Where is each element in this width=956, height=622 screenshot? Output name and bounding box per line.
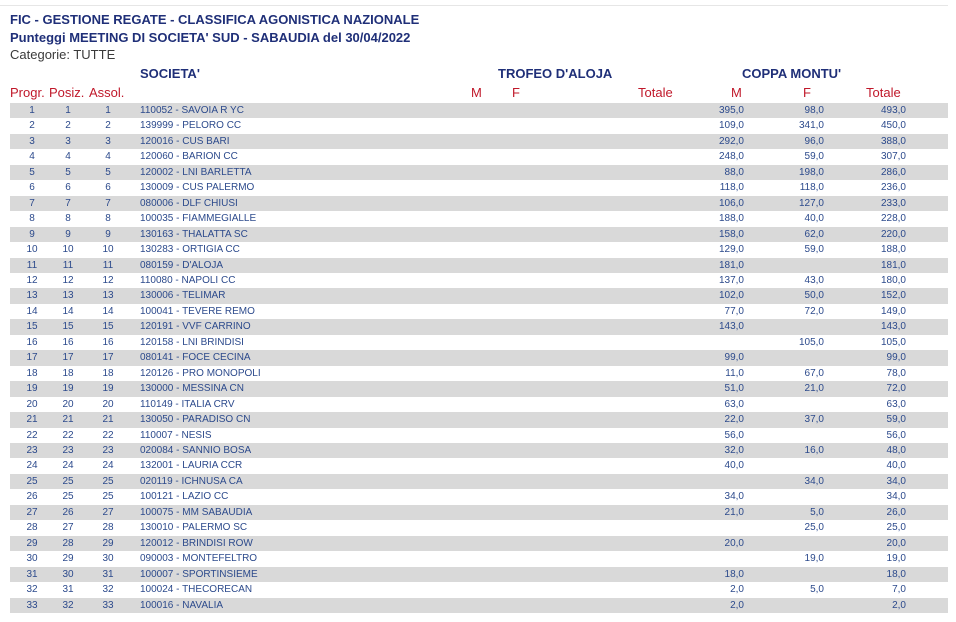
table-row [10,335,948,350]
cell-coppa-m: 106,0 [718,197,744,209]
col-header-coppa-m: M [731,85,742,100]
cell-societa: 100075 - MM SABAUDIA [140,506,253,518]
cell-coppa-m: 51,0 [724,383,744,395]
cell-posiz: 18 [62,367,74,379]
cell-posiz: 7 [65,197,71,209]
cell-societa: 110149 - ITALIA CRV [140,398,235,410]
cell-coppa-totale: 233,0 [880,197,906,209]
cell-assol: 5 [105,166,111,178]
cell-societa: 130050 - PARADISO CN [140,414,251,426]
cell-coppa-f: 62,0 [804,228,824,240]
cell-assol: 22 [102,429,114,441]
cell-societa: 120126 - PRO MONOPOLI [140,367,261,379]
table-row [10,196,948,211]
cell-progr: 20 [26,398,38,410]
cell-coppa-f: 59,0 [804,244,824,256]
cell-posiz: 30 [62,568,74,580]
cell-progr: 18 [26,367,38,379]
cell-progr: 17 [26,352,38,364]
cell-assol: 12 [102,274,114,286]
cell-progr: 5 [29,166,35,178]
cell-societa: 100007 - SPORTINSIEME [140,568,258,580]
cell-societa: 130163 - THALATTA SC [140,228,248,240]
cell-posiz: 27 [62,522,74,534]
table-row [10,551,948,566]
cell-coppa-totale: 307,0 [880,151,906,163]
cell-posiz: 5 [65,166,71,178]
cell-coppa-m: 77,0 [724,305,744,317]
cell-coppa-totale: 152,0 [880,290,906,302]
cell-coppa-totale: 2,0 [892,599,906,611]
cell-societa: 080141 - FOCE CECINA [140,352,251,364]
table-row [10,428,948,443]
table-row [10,536,948,551]
cell-coppa-m: 395,0 [718,105,744,116]
cell-coppa-m: 56,0 [724,429,744,441]
report-title: FIC - GESTIONE REGATE - CLASSIFICA AGONISTICA NAZIONALE [10,12,420,27]
cell-posiz: 28 [62,537,74,549]
cell-progr: 6 [29,182,35,194]
cell-coppa-m: 34,0 [724,491,744,503]
cell-assol: 29 [102,537,114,549]
col-header-trofeo-m: M [471,85,482,100]
cell-coppa-f: 37,0 [804,414,824,426]
cell-assol: 15 [102,321,114,333]
table-row [10,165,948,180]
table-row [10,227,948,242]
cell-posiz: 25 [62,491,74,503]
cell-coppa-totale: 48,0 [886,444,906,456]
cell-posiz: 16 [62,336,74,348]
cell-coppa-m: 2,0 [730,599,744,611]
cell-coppa-totale: 180,0 [880,274,906,286]
cell-societa: 110080 - NAPOLI CC [140,274,236,286]
cell-progr: 15 [26,321,38,333]
cell-coppa-m: 99,0 [724,352,744,364]
cell-progr: 30 [26,553,38,565]
cell-societa: 130283 - ORTIGIA CC [140,244,240,256]
cell-coppa-totale: 40,0 [886,460,906,472]
table-row [10,273,948,288]
cell-posiz: 20 [62,398,74,410]
cell-coppa-totale: 493,0 [880,105,906,116]
cell-societa: 120012 - BRINDISI ROW [140,537,253,549]
cell-progr: 9 [29,228,35,240]
cell-progr: 3 [29,135,35,147]
cell-societa: 110007 - NESIS [140,429,212,441]
table-row [10,443,948,458]
category-filter: Categorie: TUTTE [10,47,116,62]
cell-coppa-m: 2,0 [730,584,744,596]
cell-progr: 2 [29,120,35,132]
cell-societa: 130000 - MESSINA CN [140,383,244,395]
cell-coppa-totale: 188,0 [880,244,906,256]
cell-progr: 1 [29,105,35,116]
cell-coppa-m: 63,0 [724,398,744,410]
cell-posiz: 11 [62,259,74,271]
cell-coppa-f: 198,0 [798,166,824,178]
table-row [10,458,948,473]
cell-coppa-f: 59,0 [804,151,824,163]
cell-assol: 2 [105,120,111,132]
cell-progr: 16 [26,336,38,348]
cell-posiz: 6 [65,182,71,194]
cell-societa: 100121 - LAZIO CC [140,491,229,503]
cell-assol: 13 [102,290,114,302]
cell-coppa-m: 22,0 [724,414,744,426]
cell-progr: 4 [29,151,35,163]
cell-assol: 8 [105,213,111,225]
cell-progr: 8 [29,213,35,225]
group-header-societa: SOCIETA' [140,66,200,81]
cell-coppa-totale: 388,0 [880,135,906,147]
cell-societa: 020119 - ICHNUSA CA [140,475,243,487]
cell-progr: 13 [26,290,38,302]
cell-assol: 3 [105,135,111,147]
table-row [10,180,948,195]
cell-coppa-m: 118,0 [719,182,744,194]
cell-posiz: 13 [62,290,74,302]
table-row [10,474,948,489]
cell-coppa-m: 102,0 [718,290,744,302]
table-row [10,412,948,427]
cell-assol: 23 [102,444,114,456]
col-header-trofeo-totale: Totale [638,85,673,100]
table-row [10,242,948,257]
cell-coppa-totale: 20,0 [886,537,906,549]
cell-societa: 020084 - SANNIO BOSA [140,444,252,456]
cell-coppa-totale: 72,0 [886,383,906,395]
cell-progr: 29 [26,537,38,549]
cell-societa: 139999 - PELORO CC [140,120,242,132]
cell-coppa-totale: 105,0 [880,336,906,348]
cell-coppa-totale: 78,0 [886,367,906,379]
table-row [10,489,948,504]
cell-posiz: 32 [62,599,74,611]
cell-assol: 16 [102,336,114,348]
cell-assol: 10 [102,244,114,256]
col-header-posiz: Posiz. [49,85,85,100]
cell-coppa-totale: 18,0 [886,568,906,580]
cell-assol: 4 [105,151,111,163]
cell-coppa-f: 16,0 [804,444,824,456]
cell-societa: 120016 - CUS BARI [140,135,230,147]
group-header-trofeo: TROFEO D'ALOJA [498,66,613,81]
cell-assol: 32 [102,584,114,596]
cell-assol: 30 [102,553,114,565]
table-row [10,103,948,118]
table-row [10,319,948,334]
cell-societa: 110052 - SAVOIA R YC [140,105,244,116]
group-header-coppa: COPPA MONTU' [742,66,842,81]
cell-societa: 090003 - MONTEFELTRO [140,553,258,565]
cell-societa: 100035 - FIAMMEGIALLE [140,213,257,225]
cell-coppa-totale: 143,0 [880,321,906,333]
cell-assol: 14 [102,305,114,317]
cell-posiz: 1 [65,105,71,116]
table-row [10,258,948,273]
cell-coppa-m: 21,0 [724,506,744,518]
cell-progr: 21 [26,414,38,426]
col-header-assol: Assol. [89,85,125,100]
cell-societa: 120002 - LNI BARLETTA [140,166,252,178]
cell-coppa-m: 129,0 [718,244,744,256]
cell-coppa-totale: 228,0 [880,213,906,225]
cell-coppa-f: 43,0 [804,274,824,286]
cell-coppa-f: 118,0 [799,182,824,194]
cell-progr: 24 [26,460,38,472]
cell-posiz: 23 [62,444,74,456]
cell-posiz: 3 [65,135,71,147]
cell-progr: 31 [26,568,38,580]
cell-coppa-totale: 99,0 [886,352,906,364]
cell-posiz: 22 [62,429,74,441]
cell-assol: 1 [105,105,111,116]
table-row [10,598,948,613]
cell-progr: 27 [26,506,38,518]
cell-coppa-totale: 63,0 [886,398,906,410]
cell-coppa-f: 21,0 [804,383,824,395]
cell-coppa-m: 11,0 [725,367,744,379]
cell-coppa-totale: 19,0 [886,553,906,565]
col-header-trofeo-f: F [512,85,520,100]
cell-assol: 27 [102,506,114,518]
cell-societa: 120060 - BARION CC [140,151,238,163]
ranking-table [10,103,948,613]
cell-progr: 19 [26,383,38,395]
table-row [10,582,948,597]
cell-assol: 19 [102,383,114,395]
cell-coppa-m: 88,0 [724,166,744,178]
cell-posiz: 24 [62,460,74,472]
cell-coppa-f: 40,0 [804,213,824,225]
cell-societa: 130006 - TELIMAR [140,290,226,302]
cell-posiz: 12 [62,274,74,286]
cell-coppa-totale: 181,0 [880,259,906,271]
cell-coppa-m: 32,0 [724,444,744,456]
table-row [10,211,948,226]
cell-assol: 9 [105,228,111,240]
cell-posiz: 9 [65,228,71,240]
cell-coppa-m: 188,0 [718,213,744,225]
table-row [10,118,948,133]
cell-coppa-m: 292,0 [718,135,744,147]
cell-posiz: 10 [62,244,74,256]
cell-coppa-m: 181,0 [718,259,744,271]
cell-coppa-f: 25,0 [804,522,824,534]
cell-assol: 18 [102,367,114,379]
cell-assol: 7 [105,197,111,209]
col-header-progr: Progr. [10,85,45,100]
cell-progr: 32 [26,584,38,596]
cell-coppa-f: 50,0 [804,290,824,302]
cell-assol: 28 [102,522,114,534]
cell-coppa-totale: 286,0 [880,166,906,178]
table-row [10,397,948,412]
table-row [10,288,948,303]
cell-coppa-f: 67,0 [804,367,824,379]
table-row [10,567,948,582]
table-row [10,350,948,365]
cell-assol: 6 [105,182,111,194]
cell-progr: 25 [26,475,38,487]
cell-progr: 22 [26,429,38,441]
col-header-coppa-totale: Totale [866,85,901,100]
cell-coppa-f: 98,0 [804,105,824,116]
cell-coppa-totale: 7,0 [892,584,906,596]
cell-posiz: 17 [62,352,74,364]
cell-coppa-f: 5,0 [810,506,824,518]
cell-coppa-m: 109,0 [718,120,744,132]
cell-societa: 080159 - D'ALOJA [140,259,224,271]
cell-coppa-totale: 220,0 [880,228,906,240]
top-divider [0,5,948,6]
cell-coppa-m: 40,0 [724,460,744,472]
cell-coppa-f: 72,0 [804,305,824,317]
cell-progr: 26 [26,491,38,503]
cell-coppa-m: 20,0 [724,537,744,549]
cell-coppa-totale: 149,0 [880,305,906,317]
table-row [10,304,948,319]
table-row [10,134,948,149]
cell-posiz: 8 [65,213,71,225]
cell-coppa-totale: 450,0 [880,120,906,132]
cell-posiz: 19 [62,383,74,395]
cell-coppa-f: 5,0 [810,584,824,596]
cell-posiz: 29 [62,553,74,565]
cell-coppa-totale: 34,0 [886,491,906,503]
cell-coppa-f: 341,0 [798,120,824,132]
cell-coppa-m: 18,0 [724,568,744,580]
cell-assol: 33 [102,599,114,611]
cell-posiz: 14 [62,305,74,317]
report-subtitle: Punteggi MEETING DI SOCIETA' SUD - SABAUDIA del 30/04/2022 [10,30,411,45]
cell-progr: 23 [26,444,38,456]
cell-coppa-totale: 236,0 [880,182,906,194]
cell-assol: 25 [102,491,114,503]
cell-societa: 130009 - CUS PALERMO [140,182,255,194]
cell-coppa-totale: 59,0 [886,414,906,426]
cell-assol: 24 [102,460,114,472]
cell-progr: 11 [26,259,38,271]
cell-coppa-f: 105,0 [798,336,824,348]
cell-coppa-f: 127,0 [798,197,824,209]
cell-coppa-f: 19,0 [804,553,824,565]
cell-posiz: 2 [65,120,71,132]
cell-posiz: 15 [62,321,74,333]
cell-assol: 17 [102,352,114,364]
cell-posiz: 21 [62,414,74,426]
cell-progr: 7 [29,197,35,209]
cell-progr: 33 [26,599,38,611]
cell-assol: 21 [102,414,114,426]
cell-societa: 120191 - VVF CARRINO [140,321,251,333]
cell-progr: 12 [26,274,38,286]
cell-societa: 120158 - LNI BRINDISI [140,336,244,348]
cell-coppa-m: 158,0 [718,228,744,240]
cell-assol: 11 [102,259,114,271]
cell-societa: 100024 - THECORECAN [140,584,253,596]
cell-societa: 130010 - PALERMO SC [140,522,248,534]
cell-societa: 100041 - TEVERE REMO [140,305,255,317]
cell-coppa-totale: 26,0 [886,506,906,518]
cell-progr: 10 [26,244,38,256]
cell-coppa-m: 248,0 [718,151,744,163]
cell-coppa-totale: 34,0 [886,475,906,487]
table-row [10,505,948,520]
cell-coppa-f: 96,0 [804,135,824,147]
cell-progr: 14 [26,305,38,317]
cell-assol: 20 [102,398,114,410]
table-row [10,381,948,396]
cell-coppa-totale: 25,0 [886,522,906,534]
cell-societa: 080006 - DLF CHIUSI [140,197,238,209]
cell-posiz: 25 [62,475,74,487]
col-header-coppa-f: F [803,85,811,100]
cell-coppa-f: 34,0 [804,475,824,487]
cell-societa: 132001 - LAURIA CCR [140,460,243,472]
cell-assol: 25 [102,475,114,487]
cell-coppa-m: 137,0 [718,274,744,286]
cell-societa: 100016 - NAVALIA [140,599,224,611]
cell-progr: 28 [26,522,38,534]
cell-posiz: 4 [65,151,71,163]
cell-posiz: 31 [62,584,74,596]
cell-assol: 31 [102,568,114,580]
table-row [10,366,948,381]
cell-coppa-totale: 56,0 [886,429,906,441]
cell-posiz: 26 [62,506,74,518]
table-row [10,149,948,164]
table-row [10,520,948,535]
cell-coppa-m: 143,0 [718,321,744,333]
